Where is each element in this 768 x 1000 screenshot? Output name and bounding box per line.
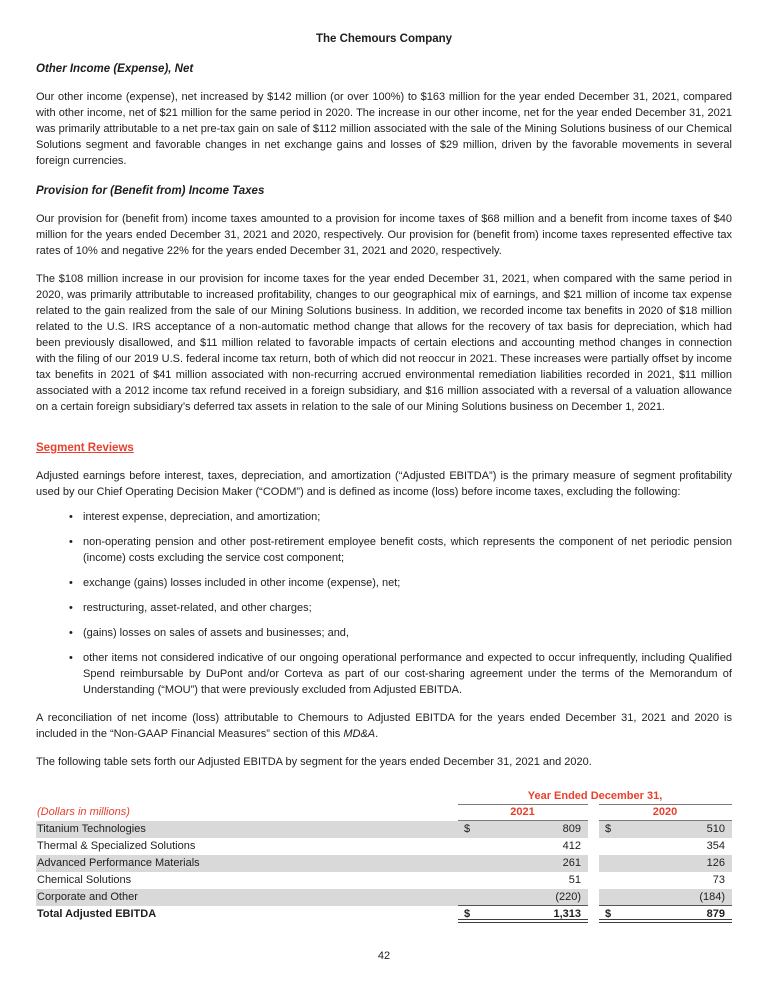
bullet-icon: • (69, 627, 73, 639)
reconciliation-period: . (375, 728, 379, 740)
value-2021: 51 (568, 874, 581, 886)
year-ended-header: Year Ended December 31, (527, 790, 663, 802)
table-row-total-adjusted-ebitda (36, 906, 732, 923)
paragraph-income-taxes-2: The $108 million increase in our provision for income taxes for the year ended December 31, 2021, when compared with the same period in 2020, was primarily attributable to increased profitability, changes to our geographical mix of earnings, and $21 million of income tax expense related to the gain realized from the sale of our Mining Solutions business. In addition, we recorded income tax benefits in 2020 of $18 million related to the U.S. IRS acceptance of a non-automatic method change that allows for the recovery of tax basis for depreciation, which had been previously disallowed, and $11 million related to favorable impacts of certain elections and accounting method changes in connection with the filing of our 2019 U.S. federal income tax return, both of which did not reoccur in 2021. These increases were partially offset by income tax benefits in 2021 of $41 million associated with non-recurring accrued environmental remediation liabilities recorded in 2021, $11 million associated with a 2012 income tax refund received in a foreign subsidiary, and $16 million associated with a reversal of a valuation allowance on a certain foreign subsidiary’s deferred tax assets in relation to the sale of our Mining Solutions business on December 1, 2021. (36, 273, 732, 413)
table-row-titanium-technologies (36, 821, 732, 838)
bullet-icon: • (69, 577, 73, 589)
paragraph-income-taxes-1: Our provision for (benefit from) income taxes amounted to a provision for income taxes of $68 million and a benefit from income taxes of $40 million for the years ended December 31, 2021 and 2020, respectively. Our provision for (benefit from) income taxes represented effective tax rates of 10% and negative 22% for the years ended December 31, 2021 and 2020, respectively. (36, 213, 732, 257)
table-year-header-row (36, 805, 732, 821)
column-gap (588, 906, 599, 923)
column-header-2020: 2020 (599, 805, 732, 821)
row-label: Advanced Performance Materials (36, 855, 458, 872)
table-row-chemical-solutions (36, 872, 732, 889)
bullet-text: other items not considered indicative of our ongoing operational performance and expected to occur infrequently, including Qualified Spend reimbursable by DuPont and/or Corteva as part of our cost-sharing agreement under the terms of the Memorandum of Understanding (“MOU”) that were previously excluded from Adjusted EBITDA. (83, 652, 732, 696)
dollar-sign: $ (464, 908, 471, 920)
bullet-icon: • (69, 511, 73, 523)
heading-segment-reviews: Segment Reviews (36, 442, 134, 454)
adjusted-ebitda-table (36, 789, 732, 923)
column-gap (588, 805, 599, 821)
value-2021: 1,313 (553, 908, 581, 920)
row-label: Chemical Solutions (37, 874, 132, 886)
heading-other-income: Other Income (Expense), Net (36, 63, 194, 75)
value-2021: 412 (562, 840, 581, 852)
page-number: 42 (377, 950, 391, 962)
empty-header-cell (36, 789, 458, 805)
value-2020: (184) (699, 891, 725, 903)
value-2021: 809 (562, 823, 581, 835)
paragraph-table-lead: The following table sets forth our Adjusted EBITDA by segment for the years ended December 31, 2021 and 2020. (36, 756, 592, 768)
heading-income-taxes: Provision for (Benefit from) Income Taxes (36, 185, 265, 197)
list-item (36, 650, 732, 698)
dollar-sign: $ (464, 823, 471, 835)
table-row-corporate-other (36, 889, 732, 906)
bullet-icon: • (69, 536, 73, 548)
table-row-thermal-specialized (36, 838, 732, 855)
value-2020: 73 (712, 874, 725, 886)
value-2020: 126 (706, 857, 725, 869)
row-label: Titanium Technologies (36, 821, 458, 838)
bullet-text: exchange (gains) losses included in other income (expense), net; (83, 577, 401, 589)
column-gap (588, 838, 599, 855)
list-item (36, 575, 732, 591)
row-label: Total Adjusted EBITDA (37, 908, 157, 920)
dollar-sign: $ (605, 823, 612, 835)
mda-reference: MD&A (343, 728, 376, 740)
company-title: The Chemours Company (315, 33, 453, 45)
column-gap (588, 821, 599, 838)
list-item (36, 509, 732, 525)
bullet-text: restructuring, asset-related, and other charges; (83, 602, 312, 614)
table-span-header-row (36, 789, 732, 805)
paragraph-segment-intro: Adjusted earnings before interest, taxes, depreciation, and amortization (“Adjusted EBITDA”) is the primary measure of segment profitability used by our Chief Operating Decision Maker (“CODM”) and is defined as income (loss) before income taxes, excluding the following: (36, 470, 732, 498)
bullet-text: non-operating pension and other post-retirement employee benefit costs, which represents the component of net periodic pension (income) costs excluding the service cost component; (83, 536, 732, 564)
bullet-icon: • (69, 602, 73, 614)
column-header-2021: 2021 (458, 805, 588, 821)
paragraph-reconciliation (36, 710, 732, 742)
row-label: Thermal & Specialized Solutions (37, 840, 196, 852)
reconciliation-text: A reconciliation of net income (loss) attributable to Chemours to Adjusted EBITDA for the years ended December 31, 2021 and 2020 is included in the “Non-GAAP Financial Measures” section of this (36, 712, 732, 740)
value-2020: 354 (706, 840, 725, 852)
bullet-text: (gains) losses on sales of assets and businesses; and, (83, 627, 349, 639)
table-row-advanced-performance (36, 855, 732, 872)
paragraph-other-income: Our other income (expense), net increased by $142 million (or over 100%) to $163 million for the year ended December 31, 2021, compared with other income, net of $21 million for the same period in 2020. The increase in our other income, net for the year ended December 31, 2021 was primarily attributable to a net pre-tax gain on sale of $112 million associated with the sale of the Mining Solutions business of our Chemical Solutions segment and favorable changes in net exchange gains and losses of $29 million, driven by the favorable movements in several foreign currencies. (36, 91, 732, 167)
exclusions-bullet-list (36, 509, 732, 698)
year-span-area (458, 789, 732, 805)
column-gap (588, 872, 599, 889)
column-gap (588, 889, 599, 906)
dollar-sign: $ (605, 908, 612, 920)
list-item (36, 625, 732, 641)
units-label: (Dollars in millions) (37, 806, 130, 818)
value-2020: 510 (706, 823, 725, 835)
column-gap (588, 855, 599, 872)
bullet-text: interest expense, depreciation, and amortization; (83, 511, 321, 523)
list-item (36, 600, 732, 616)
list-item (36, 534, 732, 566)
value-2020: 879 (706, 908, 725, 920)
row-label: Corporate and Other (36, 889, 458, 906)
value-2021: 261 (562, 857, 581, 869)
value-2021: (220) (555, 891, 581, 903)
bullet-icon: • (69, 652, 73, 664)
